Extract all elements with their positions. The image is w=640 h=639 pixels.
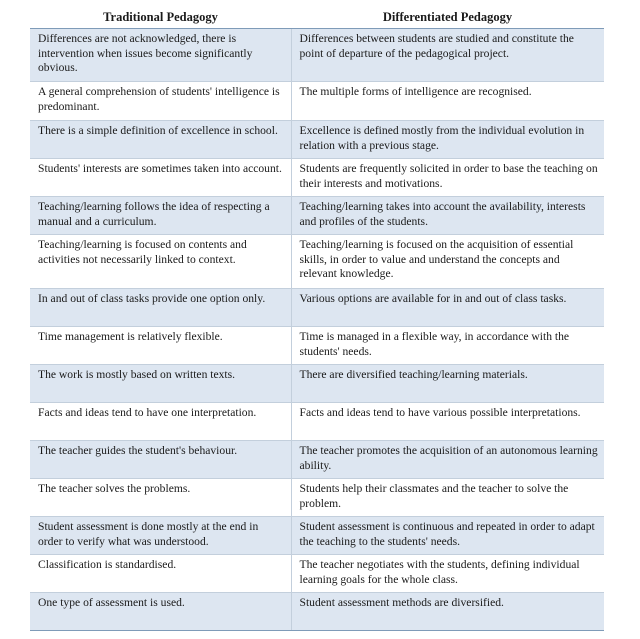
table-row (30, 441, 604, 479)
table-row (30, 593, 604, 631)
differentiated-cell: Differences between students are studied and constitute the point of departure of the pedagogical project. (291, 29, 604, 82)
traditional-cell: The work is mostly based on written texts. (30, 365, 291, 403)
table-row (30, 121, 604, 159)
table-row (30, 159, 604, 197)
pedagogy-comparison-table (30, 6, 604, 631)
traditional-cell: The teacher solves the problems. (30, 479, 291, 517)
comparison-table-container (30, 6, 604, 631)
differentiated-cell: Excellence is defined mostly from the individual evolution in relation with a previous stage. (291, 121, 604, 159)
traditional-cell: One type of assessment is used. (30, 593, 291, 631)
header-differentiated: Differentiated Pedagogy (291, 6, 604, 29)
table-row (30, 29, 604, 82)
table-row (30, 289, 604, 327)
traditional-cell: In and out of class tasks provide one option only. (30, 289, 291, 327)
differentiated-cell: There are diversified teaching/learning materials. (291, 365, 604, 403)
differentiated-cell: Teaching/learning is focused on the acquisition of essential skills, in order to value and understand the concepts and relevant knowledge. (291, 235, 604, 289)
differentiated-cell: The multiple forms of intelligence are recognised. (291, 82, 604, 121)
table-row (30, 403, 604, 441)
traditional-cell: Teaching/learning follows the idea of respecting a manual and a curriculum. (30, 197, 291, 235)
differentiated-cell: Students help their classmates and the teacher to solve the problem. (291, 479, 604, 517)
table-row (30, 517, 604, 555)
table-header-row (30, 6, 604, 29)
traditional-cell: Students' interests are sometimes taken into account. (30, 159, 291, 197)
table-row (30, 327, 604, 365)
traditional-cell: Student assessment is done mostly at the end in order to verify what was understood. (30, 517, 291, 555)
differentiated-cell: Facts and ideas tend to have various possible interpretations. (291, 403, 604, 441)
table-row (30, 365, 604, 403)
traditional-cell: Teaching/learning is focused on contents and activities not necessarily linked to context. (30, 235, 291, 289)
header-traditional: Traditional Pedagogy (30, 6, 291, 29)
traditional-cell: A general comprehension of students' intelligence is predominant. (30, 82, 291, 121)
differentiated-cell: Teaching/learning takes into account the availability, interests and profiles of the students. (291, 197, 604, 235)
differentiated-cell: Various options are available for in and out of class tasks. (291, 289, 604, 327)
table-row (30, 235, 604, 289)
differentiated-cell: Time is managed in a flexible way, in accordance with the students' needs. (291, 327, 604, 365)
differentiated-cell: Student assessment is continuous and repeated in order to adapt the teaching to the students' needs. (291, 517, 604, 555)
traditional-cell: There is a simple definition of excellence in school. (30, 121, 291, 159)
traditional-cell: Facts and ideas tend to have one interpretation. (30, 403, 291, 441)
traditional-cell: Classification is standardised. (30, 555, 291, 593)
table-row (30, 197, 604, 235)
table-row (30, 479, 604, 517)
traditional-cell: Time management is relatively flexible. (30, 327, 291, 365)
traditional-cell: Differences are not acknowledged, there is intervention when issues become significantly obvious. (30, 29, 291, 82)
traditional-cell: The teacher guides the student's behaviour. (30, 441, 291, 479)
table-row (30, 555, 604, 593)
differentiated-cell: Students are frequently solicited in order to base the teaching on their interests and motivations. (291, 159, 604, 197)
differentiated-cell: The teacher promotes the acquisition of an autonomous learning ability. (291, 441, 604, 479)
table-row (30, 82, 604, 121)
differentiated-cell: The teacher negotiates with the students, defining individual learning goals for the whole class. (291, 555, 604, 593)
differentiated-cell: Student assessment methods are diversified. (291, 593, 604, 631)
